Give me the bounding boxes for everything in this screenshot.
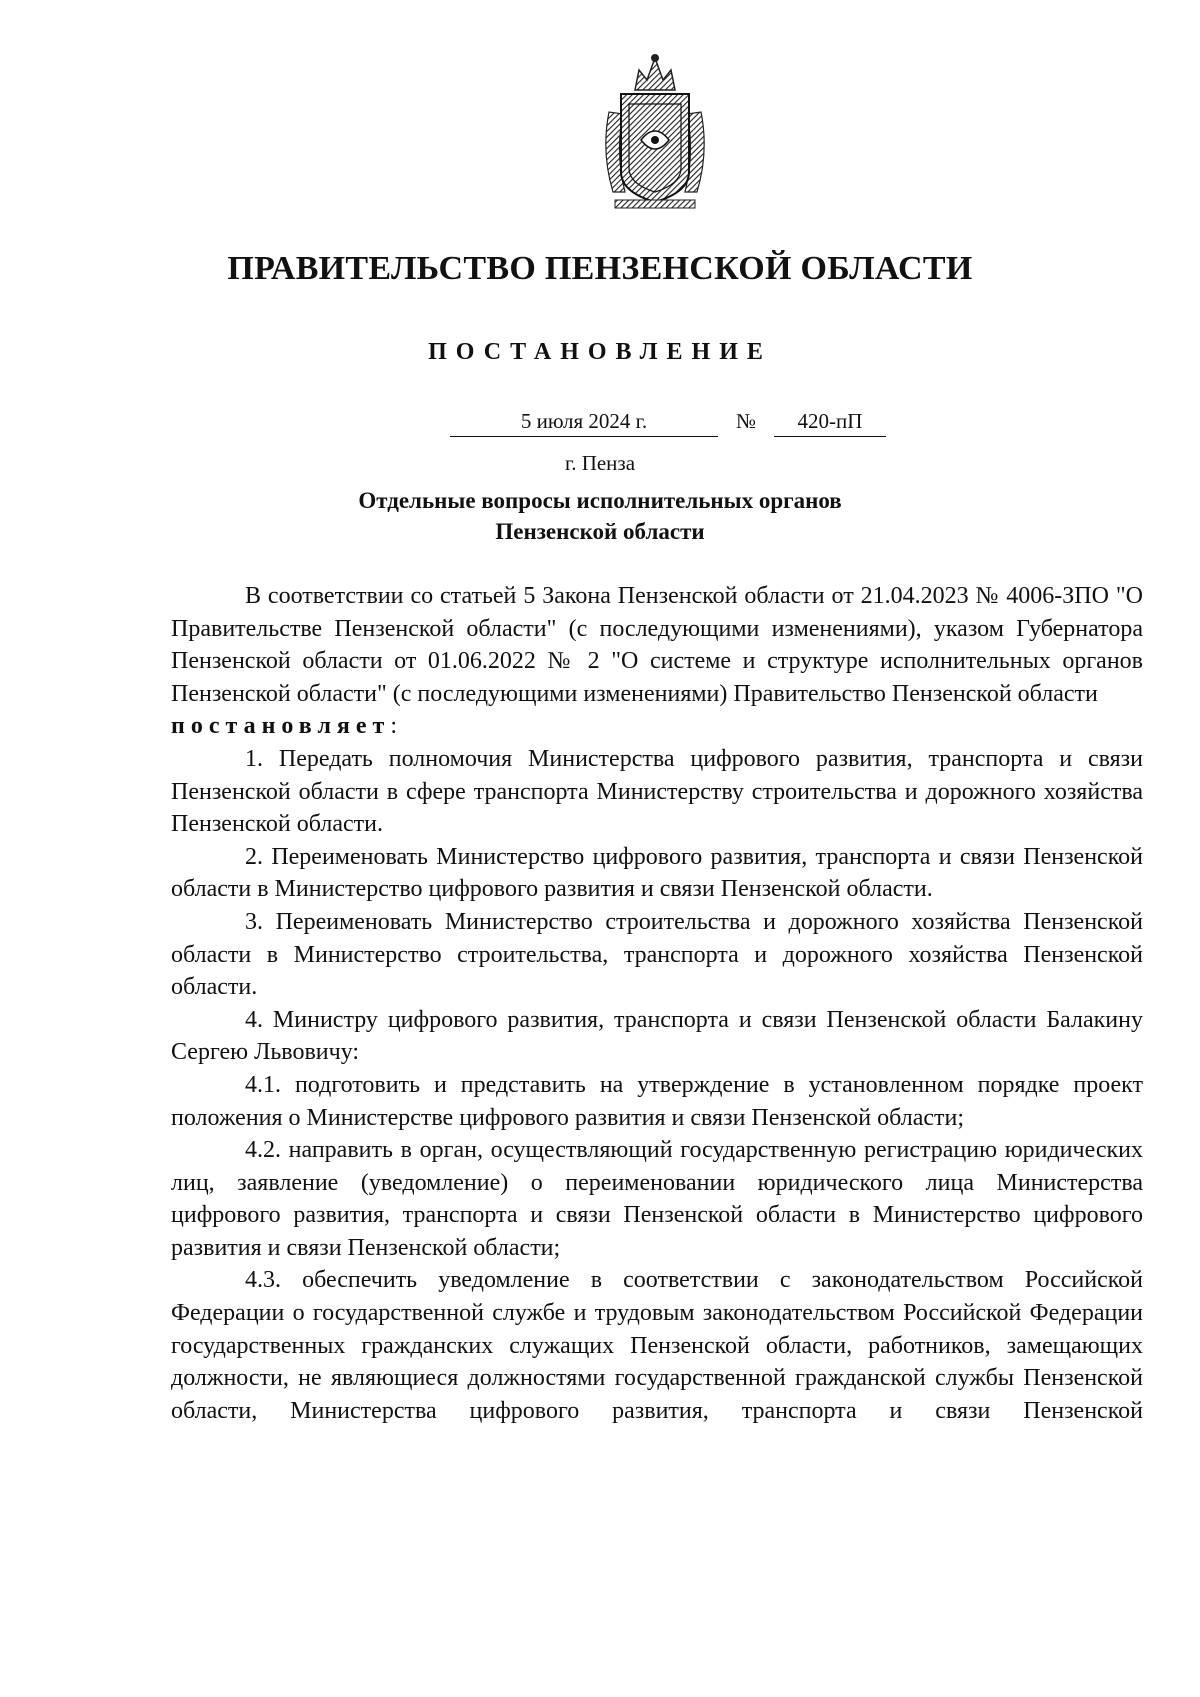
document-number: 420-пП xyxy=(774,409,886,437)
resolves-line xyxy=(171,710,1143,743)
subject-line-2: Пензенской области xyxy=(495,519,705,544)
item-1: 1. Передать полномочия Министерства цифрового развития, транспорта и связи Пензенской области в сфере транспорта Министерству строительства и дорожного хозяйства Пензенской области. xyxy=(171,745,1143,838)
document-date: 5 июля 2024 г. xyxy=(450,409,718,437)
preamble-text: В соответствии со статьей 5 Закона Пензенской области от 21.04.2023 № 4006-ЗПО "О Правительстве Пензенской области" (с последующими изменениями), указом Губернатора Пензенской области от 01.06.2022 № 2 "О системе и структуре исполнительных органов Пензенской области" (с последующими изменениями) Правительство Пензенской области xyxy=(171,583,1143,707)
government-title: ПРАВИТЕЛЬСТВО ПЕНЗЕНСКОЙ ОБЛАСТИ xyxy=(227,250,973,287)
item-4: 4. Министру цифрового развития, транспорта и связи Пензенской области Балакину Сергею Львовичу: xyxy=(171,1006,1143,1066)
date-number-line xyxy=(0,409,1200,439)
item-3: 3. Переименовать Министерство строительства и дорожного хозяйства Пензенской области в Министерство строительства, транспорта и дорожного хозяйства Пензенской области. xyxy=(171,908,1143,1001)
item-2: 2. Переименовать Министерство цифрового развития, транспорта и связи Пензенской области в Министерство цифрового развития и связи Пензенской области. xyxy=(171,843,1143,903)
item-4-3: 4.3. обеспечить уведомление в соответствии с законодательством Российской Федерации о государственной службе и трудовым законодательством Российской Федерации государственных гражданских служащих Пензенской области, работников, замещающих должности, не являющиеся должностями государственной гражданской службы Пензенской области, Министерства цифрового развития, транспорта и связи Пензенской xyxy=(171,1267,1143,1424)
preamble-paragraph xyxy=(171,580,1143,710)
document-body xyxy=(171,580,1143,1427)
item-4-2: 4.2. направить в орган, осуществляющий государственную регистрацию юридических лиц, заявление (уведомление) о переименовании юридического лица Министерства цифрового развития, транспорта и связи Пензенской области в Министерство цифрового развития и связи Пензенской области; xyxy=(171,1137,1143,1261)
coat-of-arms-emblem xyxy=(595,52,715,212)
subject-line-1: Отдельные вопросы исполнительных органов xyxy=(358,488,842,513)
resolves-colon: : xyxy=(390,713,397,740)
document-subject xyxy=(0,485,1200,547)
city-name: г. Пенза xyxy=(564,451,636,475)
resolves-word: постановляет xyxy=(171,713,391,740)
number-sign: № xyxy=(736,409,757,433)
item-4-1: 4.1. подготовить и представить на утверждение в установленном порядке проект положения о Министерстве цифрового развития и связи Пензенской области; xyxy=(171,1071,1143,1131)
document-type: ПОСТАНОВЛЕНИЕ xyxy=(428,339,772,365)
